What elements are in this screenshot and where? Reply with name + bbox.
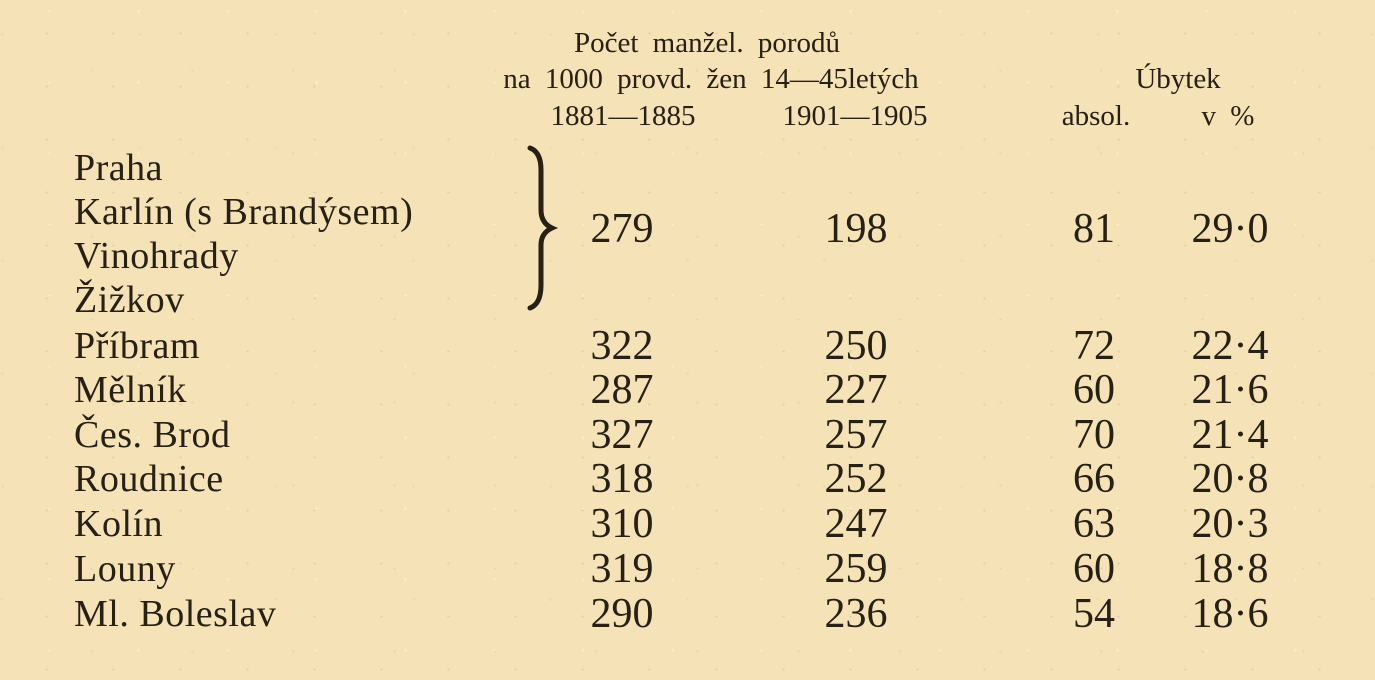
group-city-praha: Praha — [74, 147, 164, 189]
row-value-percent: 18·6 — [1191, 591, 1269, 637]
table-row — [0, 368, 1375, 412]
row-value-percent: 20·8 — [1191, 456, 1269, 502]
row-value-percent: 21·6 — [1191, 367, 1269, 413]
row-value-period2: 247 — [824, 501, 888, 547]
column-header-percent: v % — [1201, 100, 1255, 132]
table-row — [0, 457, 1375, 501]
row-city: Louny — [74, 548, 176, 590]
group-city-vinohrady: Vinohrady — [74, 235, 239, 277]
column-header-absolute: absol. — [1061, 100, 1131, 132]
column-header-period2: 1901—1905 — [782, 100, 928, 132]
group-value-period2: 198 — [824, 206, 888, 252]
table-row — [0, 592, 1375, 636]
row-city: Čes. Brod — [74, 414, 231, 456]
row-city: Mělník — [74, 369, 187, 411]
row-city: Kolín — [74, 503, 164, 545]
group-value-absolute: 81 — [1073, 206, 1115, 252]
row-value-period1: 319 — [590, 546, 654, 592]
group-value-period1: 279 — [590, 206, 654, 252]
row-value-percent: 21·4 — [1191, 412, 1269, 458]
row-value-absolute: 70 — [1073, 412, 1115, 458]
table-row — [0, 324, 1375, 368]
row-value-period2: 259 — [824, 546, 888, 592]
table-row — [0, 502, 1375, 546]
group-value-percent: 29·0 — [1191, 206, 1269, 252]
row-value-percent: 22·4 — [1191, 323, 1269, 369]
column-header-period1: 1881—1885 — [550, 100, 696, 132]
row-value-absolute: 66 — [1073, 456, 1115, 502]
row-value-period2: 257 — [824, 412, 888, 458]
table-row — [0, 547, 1375, 591]
row-city: Příbram — [74, 325, 200, 367]
row-value-period1: 327 — [590, 412, 654, 458]
row-value-percent: 20·3 — [1191, 501, 1269, 547]
row-value-period2: 252 — [824, 456, 888, 502]
row-value-absolute: 60 — [1073, 367, 1115, 413]
row-value-percent: 18·8 — [1191, 546, 1269, 592]
row-value-absolute: 63 — [1073, 501, 1115, 547]
row-value-period1: 322 — [590, 323, 654, 369]
row-value-period1: 290 — [590, 591, 654, 637]
table-title-line1: Počet manžel. porodů — [573, 27, 841, 59]
row-value-period2: 227 — [824, 367, 888, 413]
column-header-decrease: Úbytek — [1135, 63, 1221, 95]
group-city-zizkov: Žižkov — [74, 279, 185, 321]
group-city-karlin: Karlín (s Brandýsem) — [74, 191, 414, 233]
row-value-period1: 287 — [590, 367, 654, 413]
row-value-period2: 236 — [824, 591, 888, 637]
row-value-period1: 310 — [590, 501, 654, 547]
row-city: Roudnice — [74, 458, 224, 500]
row-value-period1: 318 — [590, 456, 654, 502]
row-value-period2: 250 — [824, 323, 888, 369]
row-value-absolute: 72 — [1073, 323, 1115, 369]
group-brace-icon — [522, 144, 560, 312]
table-title-line2: na 1000 provd. žen 14—45letých — [503, 63, 919, 95]
row-city: Ml. Boleslav — [74, 593, 277, 635]
row-value-absolute: 54 — [1073, 591, 1115, 637]
table-row — [0, 413, 1375, 457]
row-value-absolute: 60 — [1073, 546, 1115, 592]
